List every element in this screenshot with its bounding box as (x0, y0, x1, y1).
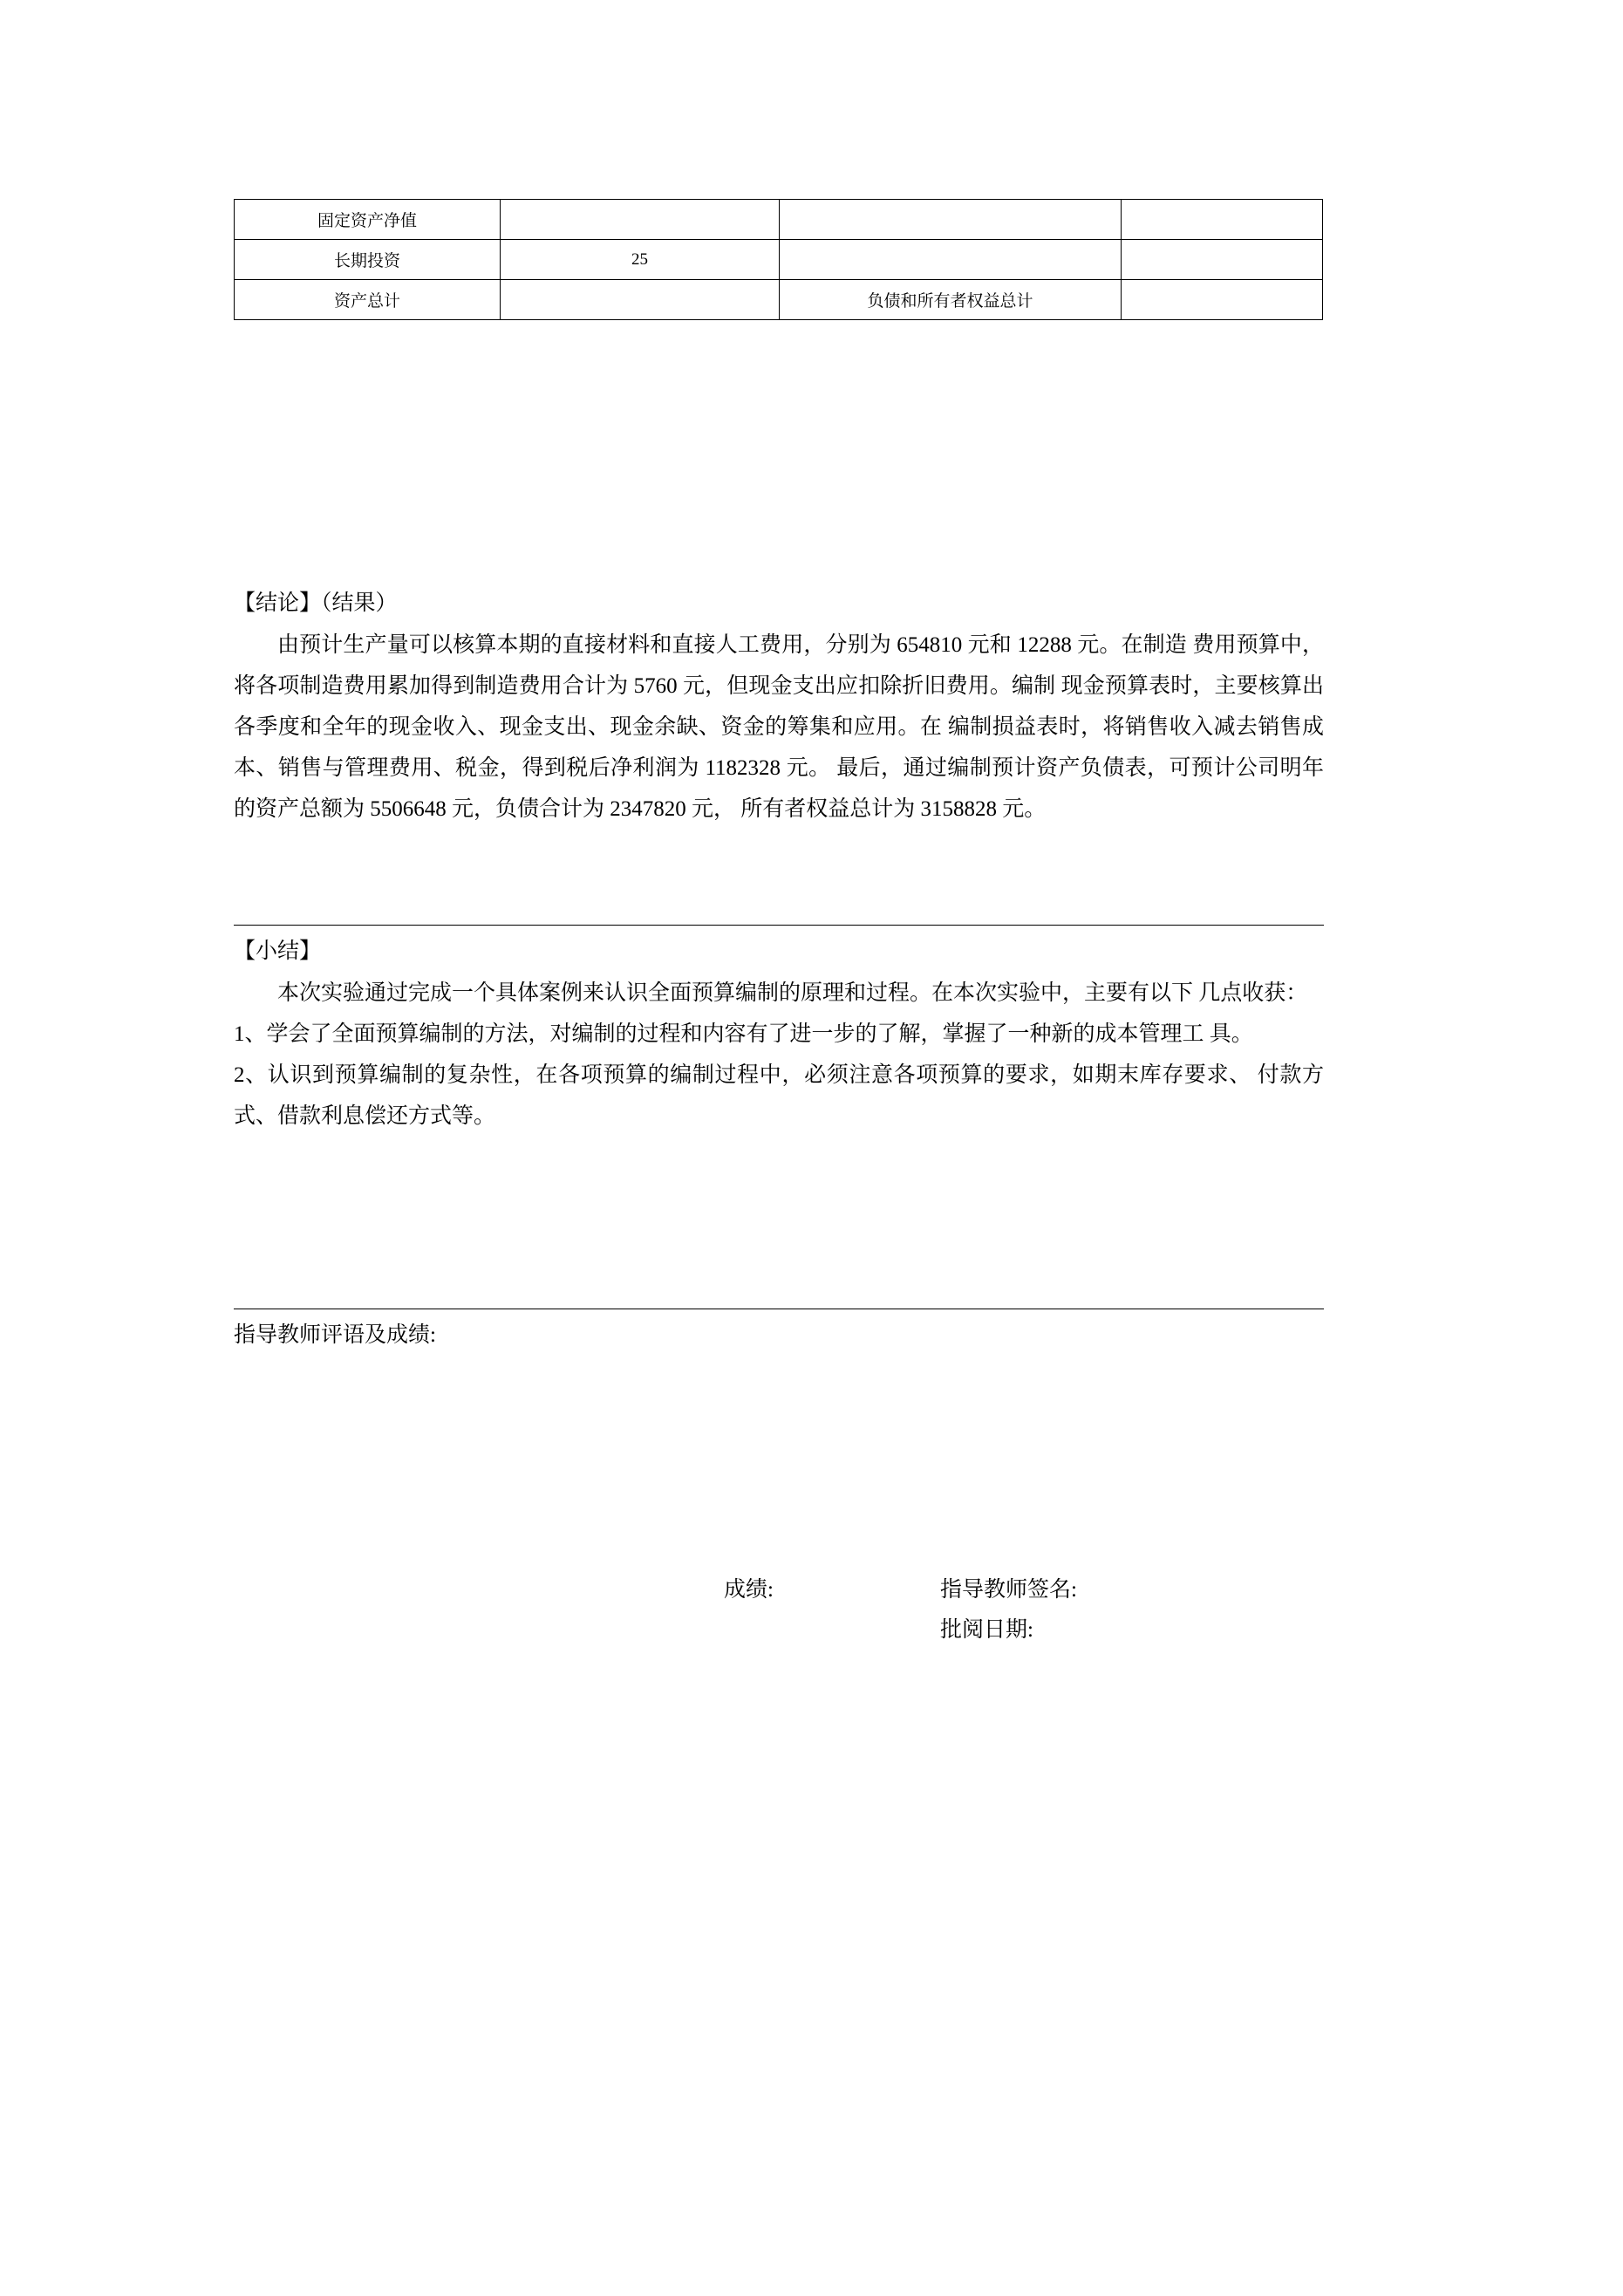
summary-section (234, 925, 1324, 1137)
row-label: 资产总计 (235, 280, 501, 320)
row-right-value (1122, 280, 1323, 320)
row-label: 固定资产净值 (235, 200, 501, 240)
conclusion-heading: 【结论】（结果） (234, 591, 398, 615)
row-value (501, 280, 780, 320)
row-right-value (1122, 240, 1323, 280)
summary-divider (234, 925, 1324, 926)
row-right-label (780, 200, 1122, 240)
conclusion-paragraph: 由预计生产量可以核算本期的直接材料和直接人工费用，分别为 654810 元和 12288 元。在制造 费用预算中，将各项制造费用累加得到制造费用合计为 5760 元，但现金支出应扣除折旧费用。编制 现金预算表时，主要核算出各季度和全年的现金收入、现金支出、现金余缺、资金的筹集和应用。在 编制损益表时，将销售收入减去销售成本、销售与管理费用、税金，得到税后净利润为 1182328 元。 最后，通过编制预计资产负债表，可预计公司明年的资产总额为 5506648 元，负债合计为 2347820 元， 所有者权益总计为 3158828 元。 (234, 633, 1324, 821)
balance-sheet-table (234, 199, 1323, 320)
summary-paragraph-2: 1、学会了全面预算编制的方法，对编制的过程和内容有了进一步的了解，掌握了一种新的成本管理工 具。 (234, 1022, 1253, 1046)
review-date-label: 批阅日期: (940, 1618, 1033, 1642)
summary-paragraph-3: 2、认识到预算编制的复杂性，在各项预算的编制过程中，必须注意各项预算的要求，如期末库存要求、 付款方式、借款利息偿还方式等。 (234, 1063, 1324, 1128)
row-right-value (1122, 200, 1323, 240)
row-value (501, 200, 780, 240)
table-row (235, 200, 1323, 240)
summary-paragraph-1: 本次实验通过完成一个具体案例来认识全面预算编制的原理和过程。在本次实验中，主要有以下 几点收获： (277, 981, 1308, 1005)
row-label: 长期投资 (235, 240, 501, 280)
row-right-label: 负债和所有者权益总计 (780, 280, 1122, 320)
teacher-signature-label: 指导教师签名: (940, 1578, 1077, 1602)
teacher-comment-section (234, 1309, 1324, 1356)
row-value: 25 (501, 240, 780, 280)
conclusion-section (234, 586, 1324, 830)
table-row (235, 240, 1323, 280)
row-right-label (780, 240, 1122, 280)
table-row (235, 280, 1323, 320)
teacher-comment-heading: 指导教师评语及成绩: (234, 1323, 436, 1347)
summary-heading: 【小结】 (234, 940, 322, 963)
score-label: 成绩: (724, 1578, 774, 1602)
